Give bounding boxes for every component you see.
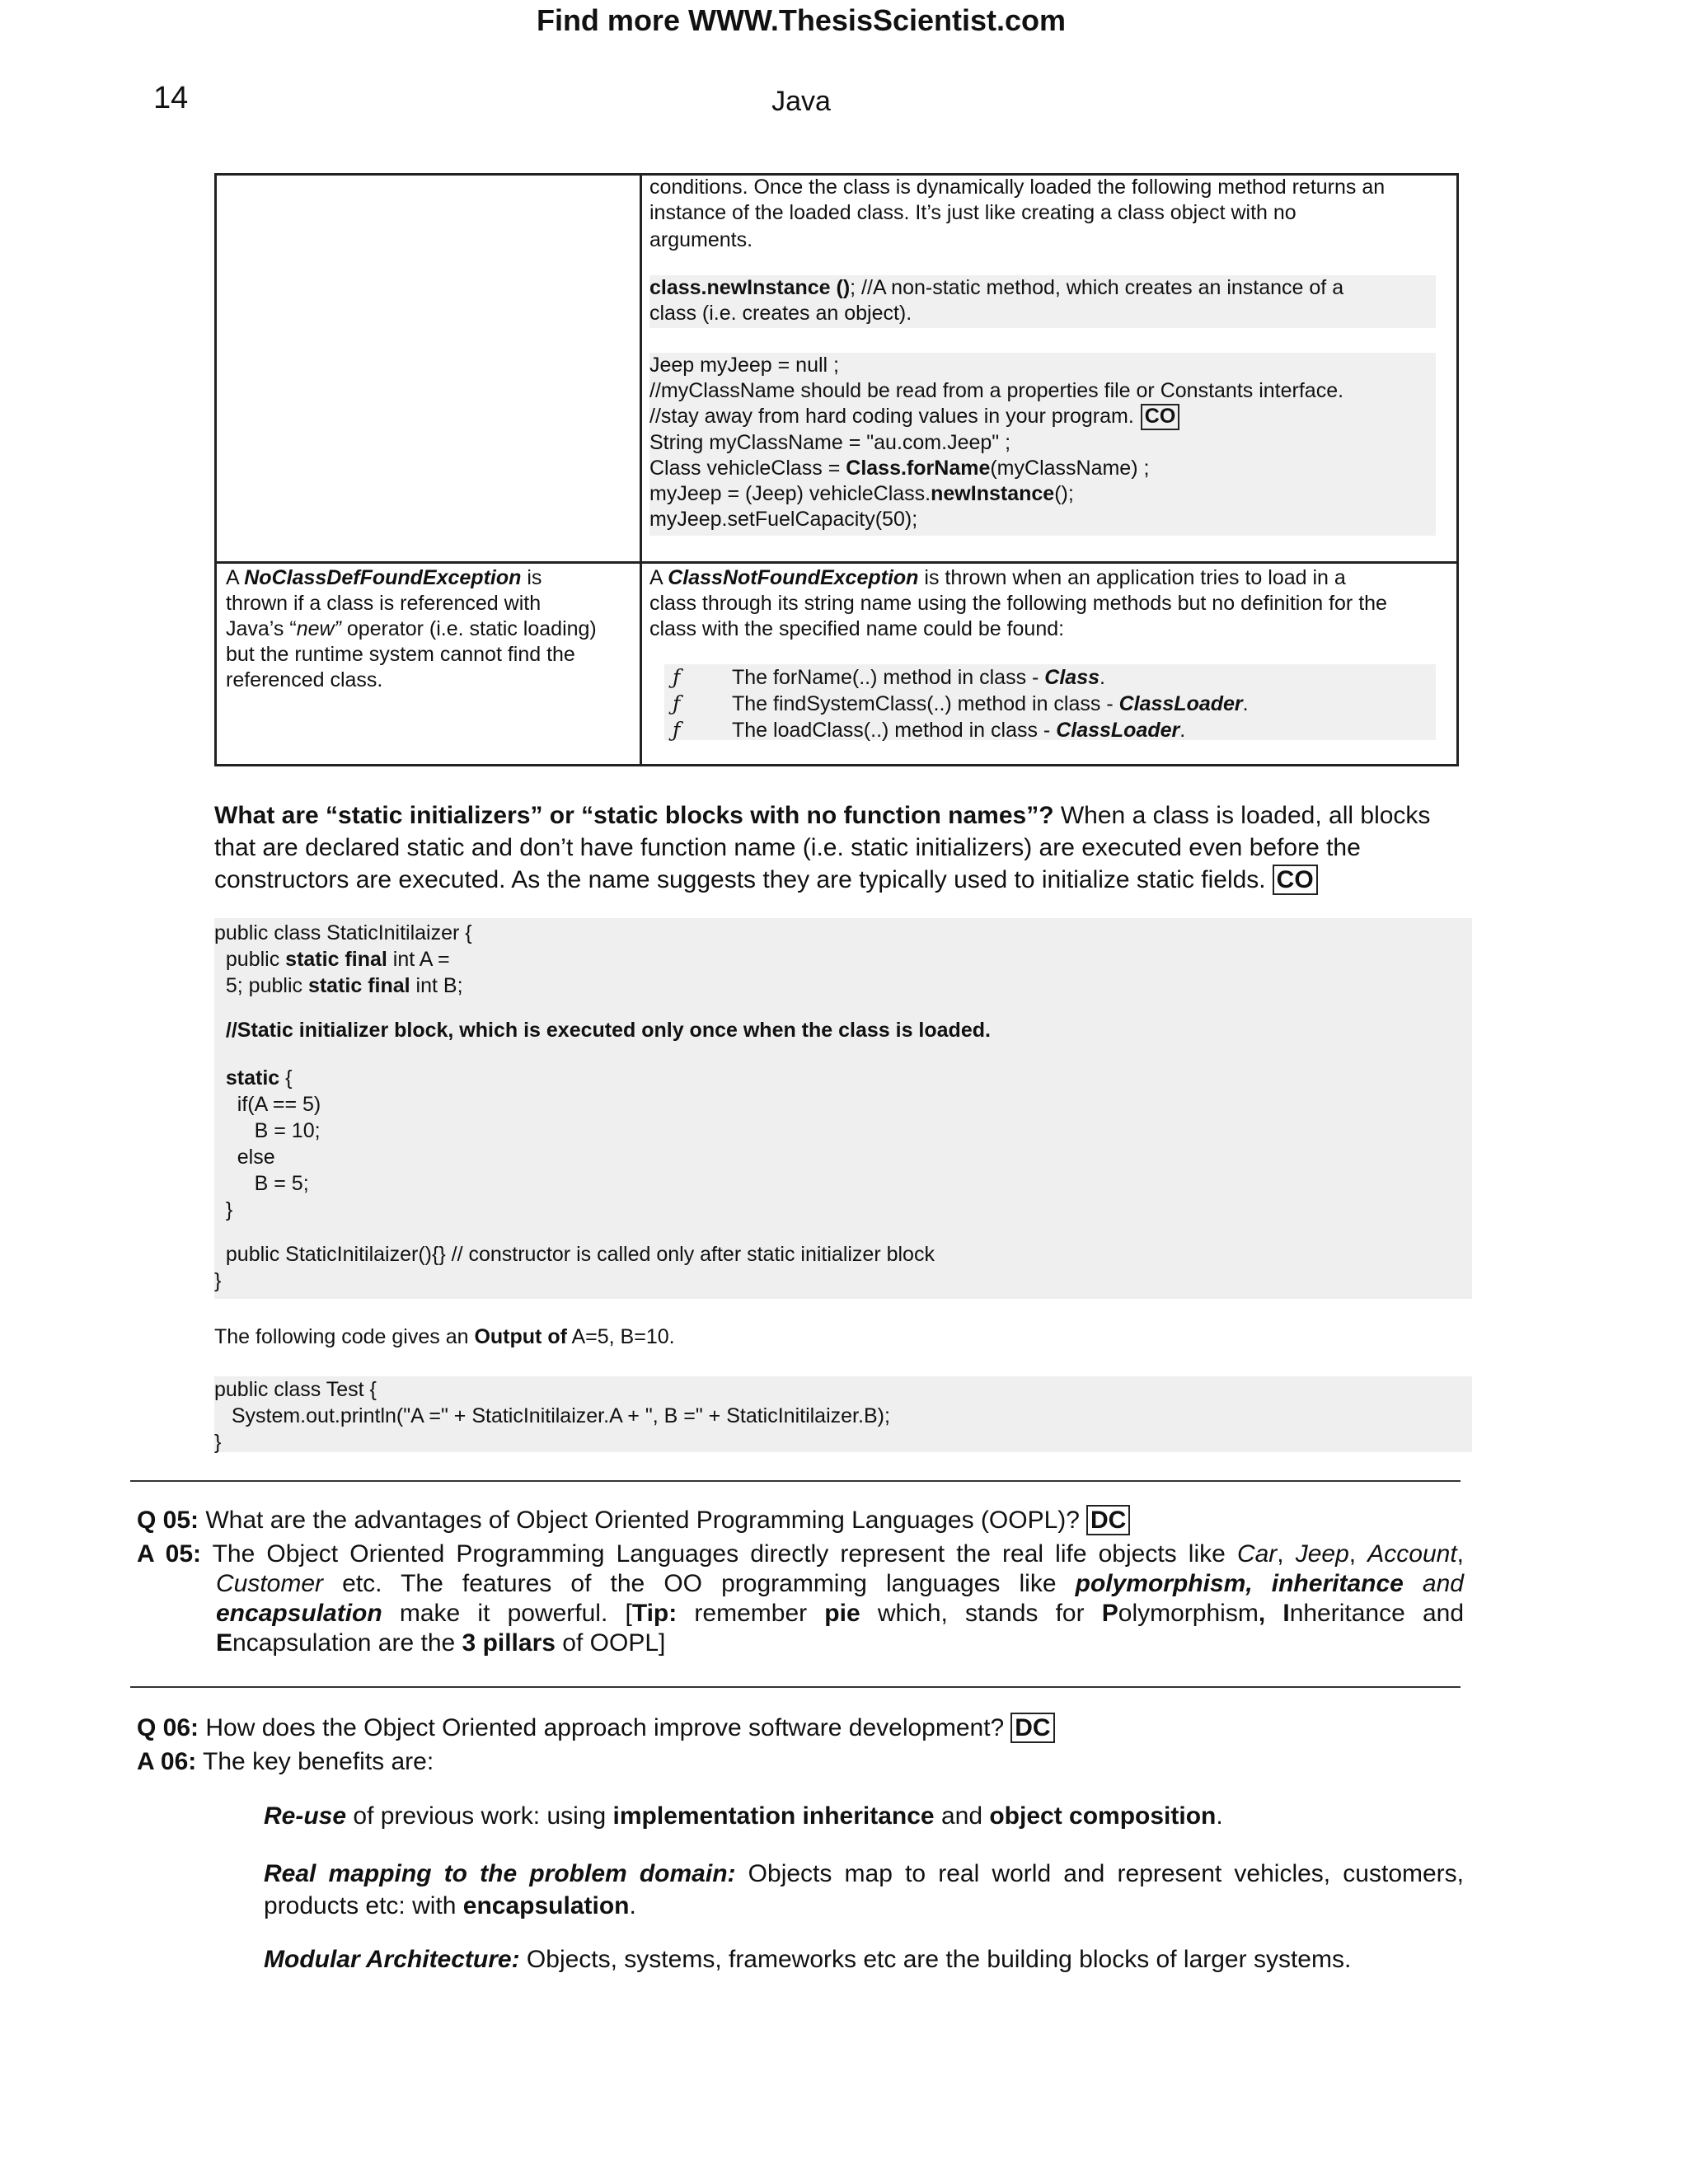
intro-line: arguments. [649, 228, 753, 251]
newinstance-method [649, 275, 1436, 328]
page-title: Java [771, 86, 831, 117]
code-text: Class vehicleClass = [649, 456, 846, 480]
text: . [629, 1892, 636, 1919]
code-line: System.out.println("A =" + StaticInitilaizer.A + ", B =" + StaticInitilaizer.B); [214, 1404, 890, 1427]
answer-06-intro [137, 1747, 1464, 1777]
intro-line: instance of the loaded class. It’s just like creating a class object with no [649, 201, 1296, 224]
text-italic: Account [1367, 1540, 1457, 1568]
noclassdef-description [226, 565, 638, 693]
text-bold: I [1265, 1600, 1290, 1627]
answer-line [264, 1858, 1464, 1890]
text: . [1216, 1802, 1223, 1830]
code-line: B = 5; [214, 1172, 309, 1195]
benefit-modular [264, 1945, 1464, 1975]
text: The findSystemClass(..) method in class - [732, 692, 1119, 715]
section-divider [130, 1480, 1461, 1482]
bullet-icon: ƒ [673, 718, 681, 742]
code-text: { [279, 1066, 293, 1090]
text: The Object Oriented Programming Languages directly represent the real life objects like [201, 1540, 1237, 1568]
question-heading: What are “static initializers” or “static blocks with no function names”? [214, 802, 1054, 829]
question-label: Q 06: [137, 1714, 199, 1741]
dynamic-loading-code [649, 353, 1436, 536]
benefit-reuse [264, 1802, 1464, 1831]
code-bold: static final [285, 948, 387, 971]
code-line [214, 946, 1472, 972]
code-line: public class Test { [214, 1378, 377, 1401]
section-divider [130, 1686, 1461, 1688]
text: Objects, systems, frameworks etc are the building blocks of larger systems. [519, 1946, 1352, 1973]
list-item [664, 691, 1436, 717]
newinstance-comment: ; //A non-static method, which creates an instance of a [850, 276, 1344, 299]
newinstance-intro [649, 175, 1449, 253]
answer-line [137, 1569, 1464, 1599]
answer-05 [137, 1540, 1464, 1658]
text: olymorphism [1118, 1600, 1259, 1627]
question-text: What are the advantages of Object Oriented Programming Languages (OOPL)? [199, 1507, 1080, 1534]
text: remember [677, 1600, 825, 1627]
text-italic: Customer [216, 1570, 324, 1597]
answer-line [137, 1629, 1464, 1658]
code-bold: Class.forName [846, 456, 991, 480]
text-bold: pie [824, 1600, 860, 1627]
text: constructors are executed. As the name suggests they are typically used to initialize static fields. [214, 866, 1266, 893]
table-row-divider [214, 561, 1459, 564]
text: The following code gives an [214, 1325, 475, 1348]
text: and [934, 1802, 990, 1830]
text-bold-italic: polymorphism, inheritance [1075, 1570, 1404, 1597]
text: The key benefits are: [196, 1748, 434, 1775]
benefit-real-mapping [264, 1858, 1464, 1922]
text-bold-italic: Real mapping to the problem domain: [264, 1860, 736, 1887]
question-text: How does the Object Oriented approach improve software development? [199, 1714, 1005, 1741]
code-line: String myClassName = "au.com.Jeep" ; [649, 430, 1011, 454]
code-text: int A = [387, 948, 450, 971]
newinstance-comment-2: class (i.e. creates an object). [649, 302, 912, 325]
text: nheritance and [1289, 1600, 1465, 1627]
co-tag: CO [1273, 865, 1318, 895]
code-line [214, 972, 1472, 999]
code-line: myJeep.setFuelCapacity(50); [649, 507, 918, 531]
code-bold: static final [307, 974, 410, 997]
code-line [649, 481, 1436, 507]
question-label: Q 05: [137, 1507, 199, 1534]
code-line: } [214, 1198, 233, 1221]
dc-tag: DC [1086, 1505, 1130, 1535]
code-line: else [214, 1146, 275, 1169]
test-class-code [214, 1376, 1472, 1452]
text: The loadClass(..) method in class - [732, 719, 1057, 742]
code-text: int B; [410, 974, 463, 997]
code-line [649, 456, 1436, 481]
text: Java’s “ [226, 617, 297, 640]
classloader-method-list [664, 664, 1436, 740]
code-line [214, 1065, 1472, 1091]
list-item [664, 717, 1436, 743]
text-bold-italic: Modular Architecture: [264, 1946, 520, 1973]
text: ncapsulation are the [232, 1629, 462, 1657]
text: is [521, 566, 542, 589]
text: . [1242, 692, 1249, 715]
code-line: } [214, 1269, 222, 1292]
text: of OOPL] [555, 1629, 666, 1657]
answer-line [137, 1540, 1464, 1569]
exception-name: ClassNotFoundException [668, 566, 919, 589]
text-bold: P [1101, 1600, 1118, 1627]
text-bold: object composition [989, 1802, 1217, 1830]
code-text: 5; public [214, 974, 308, 997]
text-italic: Jeep [1295, 1540, 1349, 1568]
text-bold-italic: encapsulation [216, 1600, 382, 1627]
text: The forName(..) method in class - [732, 666, 1045, 689]
classnotfound-description [649, 565, 1453, 642]
text-bold: encapsulation [462, 1892, 630, 1919]
text-bold: E [216, 1629, 233, 1657]
question-05 [137, 1505, 1464, 1535]
text-bold: 3 pillars [462, 1629, 556, 1657]
code-line: //stay away from hard coding values in your program. [649, 405, 1134, 428]
text-line: class with the specified name could be found: [649, 617, 1065, 640]
bullet-icon: ƒ [673, 665, 681, 689]
static-initializer-code [214, 918, 1472, 1299]
text-line: but the runtime system cannot find the [226, 643, 575, 666]
text-italic: and [1403, 1570, 1464, 1597]
text: Objects map to real world and represent vehicles, customers, [735, 1860, 1465, 1887]
text-bold: , [1258, 1600, 1266, 1627]
dc-tag: DC [1010, 1713, 1054, 1743]
text: etc. The features of the OO programming languages like [323, 1570, 1076, 1597]
text: . [1100, 666, 1105, 689]
text-bold: implementation inheritance [612, 1802, 935, 1830]
class-name: ClassLoader [1056, 719, 1180, 742]
new-keyword: new” [296, 617, 341, 640]
code-line: if(A == 5) [214, 1093, 321, 1116]
bullet-icon: ƒ [673, 691, 681, 715]
list-item [664, 664, 1436, 691]
code-text: public [214, 948, 286, 971]
code-line: Jeep myJeep = null ; [649, 354, 839, 377]
code-line: public StaticInitilaizer(){} // constructor is called only after static initializer block [214, 1243, 935, 1266]
code-text: myJeep = (Jeep) vehicleClass. [649, 481, 931, 505]
answer-line [137, 1599, 1464, 1629]
class-name: ClassLoader [1118, 692, 1243, 715]
text: is thrown when an application tries to load in a [918, 566, 1346, 589]
text-line: thrown if a class is referenced with [226, 592, 542, 615]
code-comment: //Static initializer block, which is executed only once when the class is loaded. [214, 1019, 991, 1042]
page-number: 14 [153, 81, 189, 115]
code-line: B = 10; [214, 1119, 321, 1142]
text: . [1179, 719, 1186, 742]
text: make it powerful. [ [382, 1600, 632, 1627]
text-bold: Tip: [631, 1600, 678, 1627]
table-column-divider [640, 173, 642, 766]
code-bold: newInstance [931, 481, 1055, 505]
intro-line: conditions. Once the class is dynamically loaded the following method returns an [649, 176, 1386, 199]
output-description [214, 1325, 675, 1349]
code-line: //myClassName should be read from a properties file or Constants interface. [649, 379, 1344, 402]
text-bold-italic: Re-use [264, 1802, 347, 1830]
text: A [649, 566, 668, 589]
answer-line [264, 1890, 1464, 1922]
text-italic: Car [1236, 1540, 1278, 1568]
text: of previous work: using [346, 1802, 613, 1830]
text-line: that are declared static and don’t have function name (i.e. static initializers) are executed even before the [214, 834, 1361, 861]
text: A=5, B=10. [566, 1325, 675, 1348]
class-name: Class [1044, 666, 1100, 689]
answer-label: A 05: [137, 1540, 202, 1568]
code-line: public class StaticInitilaizer { [214, 921, 472, 944]
answer-label: A 06: [137, 1748, 197, 1775]
code-line: } [214, 1431, 222, 1454]
text: When a class is loaded, all blocks [1053, 802, 1431, 829]
text-bold: Output of [474, 1325, 567, 1348]
code-bold: static [225, 1066, 280, 1090]
co-tag: CO [1141, 404, 1180, 430]
text: , [1277, 1540, 1296, 1568]
text: , [1456, 1540, 1464, 1568]
text: which, stands for [860, 1600, 1102, 1627]
text: operator (i.e. static loading) [340, 617, 597, 640]
site-banner: Find more WWW.ThesisScientist.com [536, 3, 1067, 37]
static-initializers-paragraph [214, 799, 1462, 896]
text: A [226, 566, 245, 589]
text-line: class through its string name using the following methods but no definition for the [649, 592, 1387, 615]
exception-name: NoClassDefFoundException [244, 566, 522, 589]
code-text: (); [1054, 481, 1074, 505]
question-06 [137, 1713, 1464, 1743]
text: products etc: with [264, 1892, 463, 1919]
text-line: referenced class. [226, 668, 383, 691]
text: , [1348, 1540, 1368, 1568]
newinstance-code: class.newInstance () [649, 276, 851, 299]
code-text: (myClassName) ; [990, 456, 1150, 480]
